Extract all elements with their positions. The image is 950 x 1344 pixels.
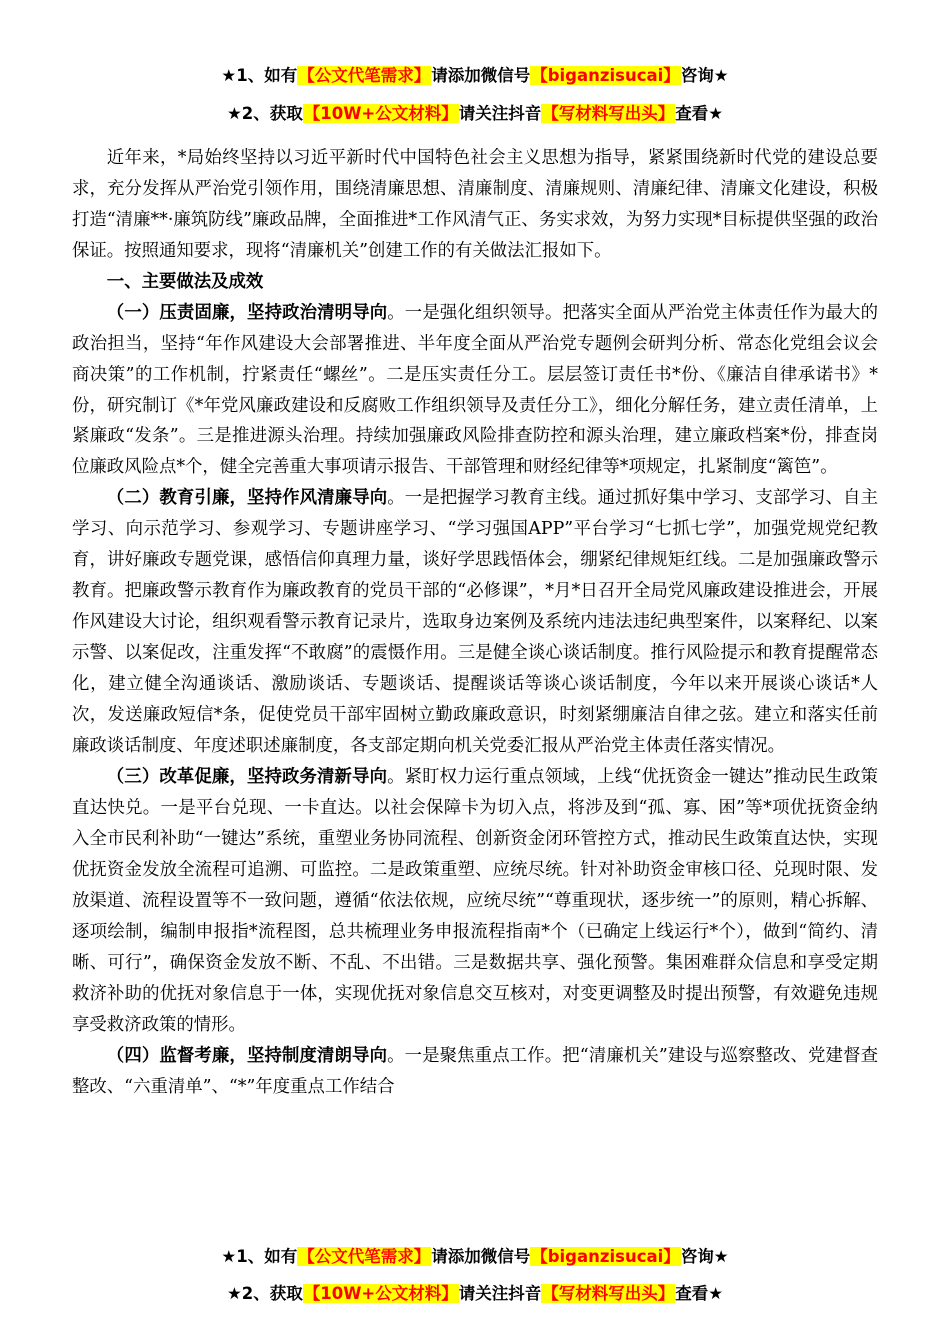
promo-bottom-line2-middle: 请关注抖音 xyxy=(458,1283,542,1303)
paragraph-sub-3 xyxy=(72,762,878,1041)
promo-top-line2-highlight2: 【写材料写出头】 xyxy=(542,104,675,124)
promo-bottom-line1-highlight2: 【biganzisucai】 xyxy=(531,1247,680,1267)
promo-top-line2-middle: 请关注抖音 xyxy=(458,104,542,124)
promo-top-line2-suffix: 查看★ xyxy=(675,104,724,124)
promo-bottom-line1-prefix: ★1、如有 xyxy=(221,1247,298,1267)
promo-banner-bottom xyxy=(72,1243,878,1308)
promo-top-line1-suffix: 咨询★ xyxy=(680,66,729,85)
promo-bottom-line2-highlight2: 【写材料写出头】 xyxy=(542,1283,675,1303)
promo-top-line1-highlight2: 【biganzisucai】 xyxy=(531,66,680,85)
sub-heading: （二）教育引廉，坚持作风清廉导向 xyxy=(106,488,388,509)
promo-top-line1-middle: 请添加微信号 xyxy=(431,66,531,85)
promo-bottom-line2-suffix: 查看★ xyxy=(675,1283,724,1303)
sub-heading: （一）压责固廉，坚持政治清明导向 xyxy=(106,302,388,323)
promo-banner-top-line2 xyxy=(72,100,878,128)
promo-banner-bottom-line1 xyxy=(72,1243,878,1271)
promo-bottom-line1-middle: 请添加微信号 xyxy=(431,1247,531,1267)
promo-bottom-line2-prefix: ★2、获取 xyxy=(226,1283,303,1303)
sub-heading: （三）改革促廉，坚持政务清新导向 xyxy=(106,767,388,788)
promo-top-line1-prefix: ★1、如有 xyxy=(221,66,298,85)
section-heading-1: 一、主要做法及成效 xyxy=(106,271,264,292)
promo-bottom-line2-highlight1: 【10W+公文材料】 xyxy=(303,1283,458,1303)
paragraph-sub-2 xyxy=(72,483,878,762)
paragraph-sub-1 xyxy=(72,298,878,484)
promo-banner-top-line1 xyxy=(72,62,878,90)
document-body xyxy=(72,143,878,1103)
promo-bottom-line1-suffix: 咨询★ xyxy=(680,1247,729,1267)
paragraph-sub-2-text: （二）教育引廉，坚持作风清廉导向。一是把握学习教育主线。通过抓好集中学习、支部学习、自主学习、向示范学习、参观学习、专题讲座学习、“学习强国APP”平台学习“七抓七学”，加强党规党纪教育，讲好廉政专题党课，感悟信仰真理力量，谈好学思践悟体会，绷紧纪律规矩红线。二是加强廉政警示教育。把廉政警示教育作为廉政教育的党员干部的“必修课”，*月*日召开全局党风廉政建设推进会，开展作风建设大讨论，组织观看警示教育记录片，选取身边案例及系统内违法违纪典型案件，以案释纪、以案示警、以案促改，注重发挥“不敢腐”的震慑作用。三是健全谈心谈话制度。推行风险提示和教育提醒常态化，建立健全沟通谈话、激励谈话、专题谈话、提醒谈话等谈心谈话制度，今年以来开展谈心谈话*人次，发送廉政短信*条，促使党员干部牢固树立勤政廉政意识，时刻紧绷廉洁自律之弦。建立和落实任前廉政谈话制度、年度述职述廉制度，各支部定期向机关党委汇报从严治党主体责任落实情况。 xyxy=(72,488,878,757)
promo-bottom-line1-highlight1: 【公文代笔需求】 xyxy=(298,1247,431,1267)
promo-top-line2-prefix: ★2、获取 xyxy=(226,104,303,124)
paragraph-intro: 近年来，*局始终坚持以习近平新时代中国特色社会主义思想为指导，紧紧围绕新时代党的建设总要求，充分发挥从严治党引领作用，围绕清廉思想、清廉制度、清廉规则、清廉纪律、清廉文化建设，积极打造“清廉**·廉筑防线”廉政品牌，全面推进*工作风清气正、务实求效，为努力实现*目标提供坚强的政治保证。按照通知要求，现将“清廉机关”创建工作的有关做法汇报如下。 xyxy=(72,147,878,261)
promo-top-line1-highlight1: 【公文代笔需求】 xyxy=(298,66,431,85)
promo-banner-bottom-line2 xyxy=(72,1280,878,1308)
sub-heading: （四）监督考廉，坚持制度清朗导向 xyxy=(106,1045,388,1066)
paragraph-sub-4-text: （四）监督考廉，坚持制度清朗导向。一是聚焦重点工作。把“清廉机关”建设与巡察整改、党建督查整改、“六重清单”、“*”年度重点工作结合 xyxy=(72,1045,878,1097)
paragraph-sub-4 xyxy=(72,1041,878,1103)
paragraph-sub-1-text: （一）压责固廉，坚持政治清明导向。一是强化组织领导。把落实全面从严治党主体责任作为最大的政治担当，坚持“年作风建设大会部署推进、半年度全面从严治党专题例会研判分析、常态化党组会议会商决策”的工作机制，拧紧责任“螺丝”。二是压实责任分工。层层签订责任书*份、《廉洁自律承诺书》*份，研究制订《*年党风廉政建设和反腐败工作组织领导及责任分工》，细化分解任务，建立责任清单，上紧廉政“发条”。三是推进源头治理。持续加强廉政风险排查防控和源头治理，建立廉政档案*份，排查岗位廉政风险点*个，健全完善重大事项请示报告、干部管理和财经纪律等*项规定，扎紧制度“篱笆”。 xyxy=(72,302,878,478)
paragraph-sub-3-text: （三）改革促廉，坚持政务清新导向。紧盯权力运行重点领域，上线“优抚资金一键达”推动民生政策直达快兑。一是平台兑现、一卡直达。以社会保障卡为切入点，将涉及到“孤、寡、困”等*项优抚资金纳入全市民利补助“一键达”系统，重塑业务协同流程、创新资金闭环管控方式，推动民生政策直达快，实现优抚资金发放全流程可追溯、可监控。二是政策重塑、应统尽统。针对补助资金审核口径、兑现时限、发放渠道、流程设置等不一致问题，遵循“依法依规，应统尽统”“尊重现状，逐步统一”的原则，精心拆解、逐项绘制，编制申报指*流程图，总共梳理业务申报流程指南*个（已确定上线运行*个），做到“简约、清晰、可行”，确保资金发放不断、不乱、不出错。三是数据共享、强化预警。集困难群众信息和享受定期救济补助的优抚对象信息于一体，实现优抚对象信息交互核对，对变更调整及时提出预警，有效避免违规享受救济政策的情形。 xyxy=(72,767,878,1035)
promo-top-line2-highlight1: 【10W+公文材料】 xyxy=(303,104,458,124)
